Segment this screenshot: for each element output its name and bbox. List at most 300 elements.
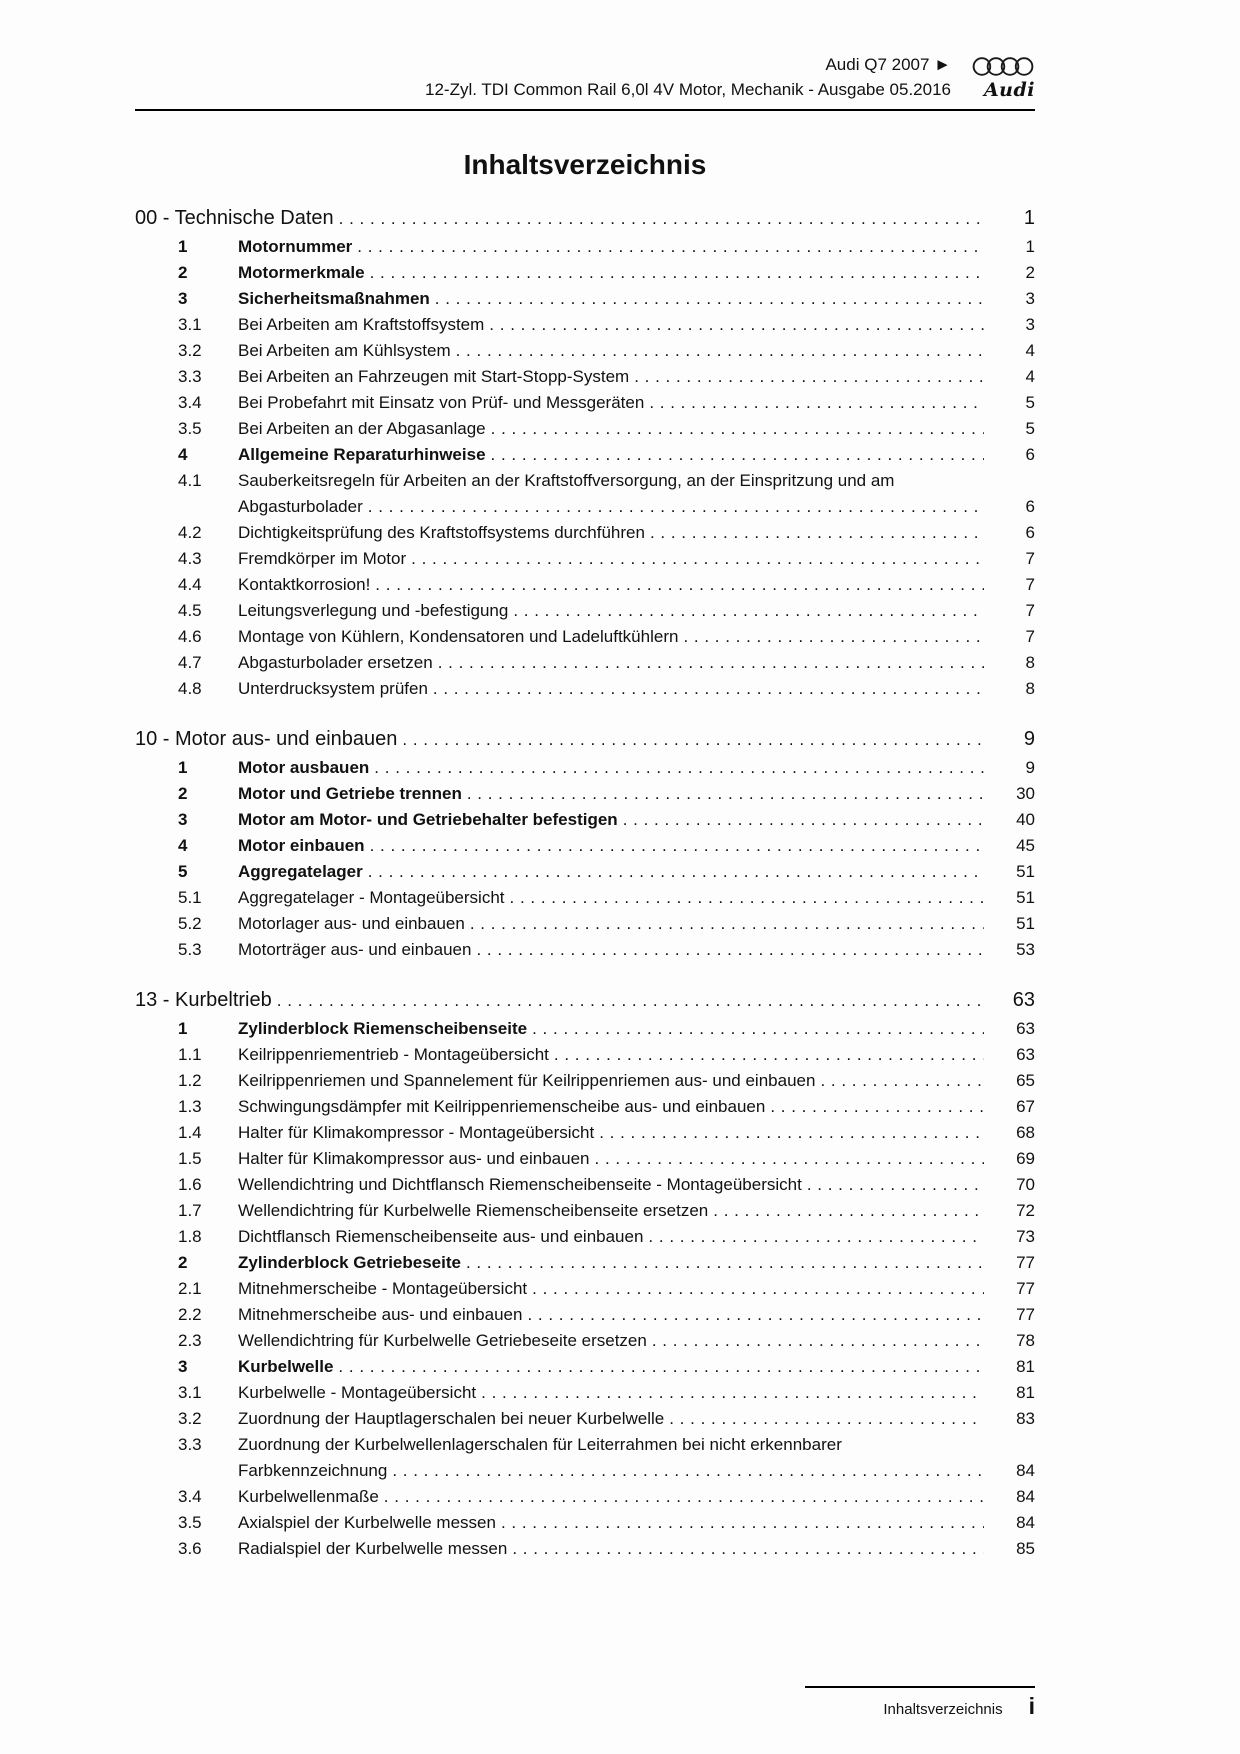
toc-item bbox=[135, 937, 1035, 963]
item-title: Leitungsverlegung und -befestigung bbox=[238, 601, 509, 620]
content-area bbox=[0, 149, 1240, 1562]
item-content bbox=[238, 650, 1035, 676]
toc-item bbox=[135, 781, 1035, 807]
item-content bbox=[238, 1042, 1035, 1068]
dot-leader bbox=[357, 234, 984, 260]
toc-item bbox=[135, 338, 1035, 364]
item-number: 2.2 bbox=[178, 1305, 202, 1324]
item-title: Halter für Klimakompressor - Montageübersicht bbox=[238, 1123, 595, 1142]
toc-item bbox=[135, 885, 1035, 911]
item-content bbox=[238, 1224, 1035, 1250]
item-page: 70 bbox=[1016, 1175, 1035, 1194]
dot-leader bbox=[554, 1042, 984, 1068]
item-number: 2 bbox=[178, 1253, 188, 1272]
item-page: 6 bbox=[1025, 445, 1035, 464]
section-row bbox=[135, 203, 1035, 234]
toc bbox=[135, 203, 1035, 1562]
item-content bbox=[238, 1250, 1035, 1276]
item-number: 3.2 bbox=[178, 341, 202, 360]
item-main-line bbox=[238, 1146, 1035, 1172]
toc-item bbox=[135, 859, 1035, 885]
item-content bbox=[238, 234, 1035, 260]
item-number: 3.4 bbox=[178, 393, 202, 412]
item-number: 5 bbox=[178, 862, 188, 881]
item-content bbox=[238, 1302, 1035, 1328]
item-content bbox=[238, 546, 1035, 572]
section-row bbox=[135, 985, 1035, 1016]
section-label: 00 - Technische Daten bbox=[135, 207, 334, 229]
toc-item bbox=[135, 1146, 1035, 1172]
item-title: Wellendichtring und Dichtflansch Riemenscheibenseite - Montageübersicht bbox=[238, 1175, 802, 1194]
item-title: Mitnehmerscheibe aus- und einbauen bbox=[238, 1305, 523, 1324]
item-main-line bbox=[238, 598, 1035, 624]
item-page: 6 bbox=[1025, 497, 1035, 516]
item-number: 1.2 bbox=[178, 1071, 202, 1090]
dot-leader bbox=[375, 572, 984, 598]
toc-item bbox=[135, 1432, 1035, 1484]
dot-leader bbox=[599, 1120, 984, 1146]
item-content bbox=[238, 1276, 1035, 1302]
item-number: 2 bbox=[178, 784, 188, 803]
item-page: 72 bbox=[1016, 1201, 1035, 1220]
dot-leader bbox=[374, 755, 984, 781]
item-number: 3.4 bbox=[178, 1487, 202, 1506]
item-number: 3.5 bbox=[178, 1513, 202, 1532]
item-page: 51 bbox=[1016, 914, 1035, 933]
item-title: Zuordnung der Hauptlagerschalen bei neuer Kurbelwelle bbox=[238, 1409, 665, 1428]
item-page: 53 bbox=[1016, 940, 1035, 959]
item-main-line bbox=[238, 234, 1035, 260]
item-content bbox=[238, 937, 1035, 963]
item-page: 9 bbox=[1025, 758, 1035, 777]
dot-leader bbox=[370, 260, 984, 286]
item-main-line bbox=[238, 1406, 1035, 1432]
item-main-line bbox=[238, 364, 1035, 390]
item-main-line bbox=[238, 1510, 1035, 1536]
item-content bbox=[238, 1536, 1035, 1562]
item-title: Axialspiel der Kurbelwelle messen bbox=[238, 1513, 496, 1532]
item-main-line bbox=[238, 885, 1035, 911]
item-title: Mitnehmerscheibe - Montageübersicht bbox=[238, 1279, 528, 1298]
item-main-line bbox=[238, 1380, 1035, 1406]
item-number: 5.3 bbox=[178, 940, 202, 959]
item-title: Zylinderblock Riemenscheibenseite bbox=[238, 1019, 528, 1038]
item-page: 5 bbox=[1025, 419, 1035, 438]
item-main-line bbox=[238, 911, 1035, 937]
item-page: 8 bbox=[1025, 679, 1035, 698]
item-title: Aggregatelager bbox=[238, 862, 363, 881]
item-content bbox=[238, 572, 1035, 598]
item-page: 77 bbox=[1016, 1305, 1035, 1324]
toc-item bbox=[135, 234, 1035, 260]
toc-item bbox=[135, 1016, 1035, 1042]
item-main-line bbox=[238, 520, 1035, 546]
item-page: 5 bbox=[1025, 393, 1035, 412]
toc-item bbox=[135, 807, 1035, 833]
toc-item bbox=[135, 1510, 1035, 1536]
toc-item bbox=[135, 442, 1035, 468]
item-page: 63 bbox=[1016, 1019, 1035, 1038]
item-content bbox=[238, 312, 1035, 338]
item-main-line bbox=[238, 1276, 1035, 1302]
item-title: Wellendichtring für Kurbelwelle Getriebeseite ersetzen bbox=[238, 1331, 647, 1350]
item-content bbox=[238, 416, 1035, 442]
toc-item bbox=[135, 1172, 1035, 1198]
item-main-line bbox=[238, 1094, 1035, 1120]
item-content bbox=[238, 911, 1035, 937]
item-number: 4.3 bbox=[178, 549, 202, 568]
item-content bbox=[238, 286, 1035, 312]
item-content bbox=[238, 1510, 1035, 1536]
toc-item bbox=[135, 1406, 1035, 1432]
dot-leader bbox=[411, 546, 984, 572]
item-page: 77 bbox=[1016, 1253, 1035, 1272]
item-page: 7 bbox=[1025, 601, 1035, 620]
item-content bbox=[238, 1146, 1035, 1172]
item-main-line bbox=[238, 1536, 1035, 1562]
page-footer bbox=[805, 1686, 1035, 1720]
item-title: Abgasturbolader bbox=[238, 497, 363, 516]
item-main-line bbox=[238, 624, 1035, 650]
item-title: Farbkennzeichnung bbox=[238, 1461, 388, 1480]
section-page: 1 bbox=[1023, 207, 1035, 229]
item-title: Kontaktkorrosion! bbox=[238, 575, 371, 594]
toc-item bbox=[135, 1354, 1035, 1380]
item-title: Motor am Motor- und Getriebehalter befestigen bbox=[238, 810, 618, 829]
item-page: 63 bbox=[1016, 1045, 1035, 1064]
item-content bbox=[238, 468, 1035, 520]
page-title: Inhaltsverzeichnis bbox=[463, 149, 707, 180]
dot-leader bbox=[368, 859, 984, 885]
item-main-line bbox=[238, 1224, 1035, 1250]
item-main-line bbox=[238, 338, 1035, 364]
dot-leader bbox=[713, 1198, 984, 1224]
item-title: Fremdkörper im Motor bbox=[238, 549, 407, 568]
item-page: 51 bbox=[1016, 862, 1035, 881]
dot-leader bbox=[476, 937, 984, 963]
item-main-line bbox=[238, 442, 1035, 468]
item-content bbox=[238, 1068, 1035, 1094]
item-content bbox=[238, 1380, 1035, 1406]
item-number: 3.1 bbox=[178, 1383, 202, 1402]
toc-item bbox=[135, 286, 1035, 312]
dot-leader bbox=[433, 676, 984, 702]
item-main-line bbox=[238, 807, 1035, 833]
toc-item bbox=[135, 312, 1035, 338]
item-main-line bbox=[238, 833, 1035, 859]
item-number: 4.7 bbox=[178, 653, 202, 672]
item-title: Motor einbauen bbox=[238, 836, 365, 855]
dot-leader bbox=[489, 312, 984, 338]
toc-item bbox=[135, 624, 1035, 650]
dot-leader bbox=[467, 781, 984, 807]
item-number: 1.3 bbox=[178, 1097, 202, 1116]
item-content bbox=[238, 1432, 1035, 1484]
item-content bbox=[238, 807, 1035, 833]
item-content bbox=[238, 624, 1035, 650]
item-number: 4.5 bbox=[178, 601, 202, 620]
item-number: 1.8 bbox=[178, 1227, 202, 1246]
item-title: Kurbelwelle bbox=[238, 1357, 334, 1376]
item-page: 84 bbox=[1016, 1461, 1035, 1480]
audi-rings-icon bbox=[971, 55, 1035, 78]
item-number: 5.1 bbox=[178, 888, 202, 907]
item-number: 1 bbox=[178, 758, 188, 777]
item-page: 40 bbox=[1016, 810, 1035, 829]
item-page: 7 bbox=[1025, 549, 1035, 568]
dot-leader bbox=[277, 986, 984, 1016]
toc-item bbox=[135, 598, 1035, 624]
toc-item bbox=[135, 1120, 1035, 1146]
item-content bbox=[238, 260, 1035, 286]
dot-leader bbox=[456, 338, 984, 364]
toc-item bbox=[135, 1328, 1035, 1354]
item-page: 69 bbox=[1016, 1149, 1035, 1168]
item-content bbox=[238, 1406, 1035, 1432]
item-number: 1.5 bbox=[178, 1149, 202, 1168]
dot-leader bbox=[339, 204, 984, 234]
item-page: 51 bbox=[1016, 888, 1035, 907]
dot-leader bbox=[649, 390, 984, 416]
item-number: 4 bbox=[178, 836, 188, 855]
item-content bbox=[238, 859, 1035, 885]
dot-leader bbox=[370, 833, 984, 859]
audi-logo bbox=[969, 52, 1035, 102]
item-content bbox=[238, 1354, 1035, 1380]
item-title: Zylinderblock Getriebeseite bbox=[238, 1253, 461, 1272]
dot-leader bbox=[652, 1328, 984, 1354]
item-main-line bbox=[238, 1068, 1035, 1094]
toc-item bbox=[135, 390, 1035, 416]
item-title: Schwingungsdämpfer mit Keilrippenriemenscheibe aus- und einbauen bbox=[238, 1097, 766, 1116]
item-page: 4 bbox=[1025, 341, 1035, 360]
audi-wordmark: Audi bbox=[983, 79, 1035, 101]
item-page: 81 bbox=[1016, 1383, 1035, 1402]
toc-item bbox=[135, 1250, 1035, 1276]
item-title: Sicherheitsmaßnahmen bbox=[238, 289, 430, 308]
item-page: 85 bbox=[1016, 1539, 1035, 1558]
dot-leader bbox=[513, 598, 984, 624]
item-title-line: Zuordnung der Kurbelwellenlagerschalen für Leiterrahmen bei nicht erkennbarer bbox=[238, 1435, 842, 1454]
toc-item bbox=[135, 1302, 1035, 1328]
dot-leader bbox=[402, 725, 984, 755]
item-content bbox=[238, 755, 1035, 781]
toc-item bbox=[135, 911, 1035, 937]
dot-leader bbox=[683, 624, 984, 650]
item-number: 1.6 bbox=[178, 1175, 202, 1194]
toc-item bbox=[135, 416, 1035, 442]
item-number: 3.3 bbox=[178, 367, 202, 386]
item-title: Bei Arbeiten an der Abgasanlage bbox=[238, 419, 486, 438]
dot-leader bbox=[650, 520, 984, 546]
item-number: 3 bbox=[178, 1357, 188, 1376]
item-number: 4.8 bbox=[178, 679, 202, 698]
toc-item bbox=[135, 572, 1035, 598]
footer-page-number: i bbox=[1028, 1693, 1035, 1719]
dot-leader bbox=[527, 1302, 984, 1328]
item-page: 4 bbox=[1025, 367, 1035, 386]
section-page: 9 bbox=[1023, 728, 1035, 750]
dot-leader bbox=[338, 1354, 984, 1380]
header-subtitle: 12-Zyl. TDI Common Rail 6,0l 4V Motor, Mechanik - Ausgabe 05.2016 bbox=[425, 80, 951, 99]
item-content bbox=[238, 1484, 1035, 1510]
header-model-line: Audi Q7 2007 ► bbox=[825, 55, 951, 74]
dot-leader bbox=[466, 1250, 984, 1276]
item-main-line bbox=[238, 390, 1035, 416]
item-page: 3 bbox=[1025, 315, 1035, 334]
dot-leader bbox=[623, 807, 984, 833]
dot-leader bbox=[532, 1276, 984, 1302]
toc-item bbox=[135, 520, 1035, 546]
item-main-line bbox=[238, 494, 1035, 520]
dot-leader bbox=[770, 1094, 984, 1120]
item-main-line bbox=[238, 1458, 1035, 1484]
item-main-line bbox=[238, 416, 1035, 442]
item-number: 4.6 bbox=[178, 627, 202, 646]
item-main-line bbox=[238, 286, 1035, 312]
item-page: 73 bbox=[1016, 1227, 1035, 1246]
toc-item bbox=[135, 260, 1035, 286]
toc-item bbox=[135, 676, 1035, 702]
item-page: 78 bbox=[1016, 1331, 1035, 1350]
toc-item bbox=[135, 468, 1035, 520]
item-number: 1 bbox=[178, 1019, 188, 1038]
item-number: 2.1 bbox=[178, 1279, 202, 1298]
toc-item bbox=[135, 1042, 1035, 1068]
item-title: Bei Probefahrt mit Einsatz von Prüf- und Messgeräten bbox=[238, 393, 645, 412]
dot-leader bbox=[501, 1510, 984, 1536]
item-number: 4.4 bbox=[178, 575, 202, 594]
dot-leader bbox=[595, 1146, 984, 1172]
item-title: Motornummer bbox=[238, 237, 353, 256]
dot-leader bbox=[438, 650, 984, 676]
toc-item bbox=[135, 1094, 1035, 1120]
item-page: 3 bbox=[1025, 289, 1035, 308]
item-main-line bbox=[238, 1354, 1035, 1380]
item-number: 3 bbox=[178, 810, 188, 829]
item-main-line bbox=[238, 781, 1035, 807]
item-number: 2 bbox=[178, 263, 188, 282]
item-title-line: Sauberkeitsregeln für Arbeiten an der Kraftstoffversorgung, an der Einspritzung und am bbox=[238, 471, 895, 490]
item-title: Unterdrucksystem prüfen bbox=[238, 679, 428, 698]
item-number: 3.6 bbox=[178, 1539, 202, 1558]
item-content bbox=[238, 1328, 1035, 1354]
item-number: 5.2 bbox=[178, 914, 202, 933]
item-title: Motor und Getriebe trennen bbox=[238, 784, 462, 803]
item-main-line bbox=[238, 1172, 1035, 1198]
item-content bbox=[238, 364, 1035, 390]
toc-item bbox=[135, 1484, 1035, 1510]
item-content bbox=[238, 1172, 1035, 1198]
item-page: 6 bbox=[1025, 523, 1035, 542]
item-title: Wellendichtring für Kurbelwelle Riemenscheibenseite ersetzen bbox=[238, 1201, 709, 1220]
item-title: Bei Arbeiten an Fahrzeugen mit Start-Stopp-System bbox=[238, 367, 630, 386]
item-page: 67 bbox=[1016, 1097, 1035, 1116]
item-main-line bbox=[238, 546, 1035, 572]
item-main-line bbox=[238, 1484, 1035, 1510]
item-title: Motor ausbauen bbox=[238, 758, 370, 777]
dot-leader bbox=[669, 1406, 984, 1432]
item-content bbox=[238, 885, 1035, 911]
item-main-line bbox=[238, 1328, 1035, 1354]
dot-leader bbox=[648, 1224, 984, 1250]
item-content bbox=[238, 1094, 1035, 1120]
item-content bbox=[238, 781, 1035, 807]
item-page: 83 bbox=[1016, 1409, 1035, 1428]
dot-leader bbox=[384, 1484, 984, 1510]
item-content bbox=[238, 520, 1035, 546]
item-number: 3 bbox=[178, 289, 188, 308]
item-page: 65 bbox=[1016, 1071, 1035, 1090]
item-title: Dichtigkeitsprüfung des Kraftstoffsystems durchführen bbox=[238, 523, 645, 542]
section-label: 10 - Motor aus- und einbauen bbox=[135, 728, 398, 750]
dot-leader bbox=[481, 1380, 984, 1406]
item-main-line bbox=[238, 937, 1035, 963]
item-content bbox=[238, 598, 1035, 624]
dot-leader bbox=[634, 364, 984, 390]
item-main-line bbox=[238, 1198, 1035, 1224]
item-title: Motorlager aus- und einbauen bbox=[238, 914, 465, 933]
item-number: 3.3 bbox=[178, 1435, 202, 1454]
item-content bbox=[238, 338, 1035, 364]
item-main-line bbox=[238, 572, 1035, 598]
item-number: 3.2 bbox=[178, 1409, 202, 1428]
section-row bbox=[135, 724, 1035, 755]
dot-leader bbox=[807, 1172, 984, 1198]
item-page: 8 bbox=[1025, 653, 1035, 672]
dot-leader bbox=[491, 442, 984, 468]
toc-item bbox=[135, 1198, 1035, 1224]
dot-leader bbox=[491, 416, 984, 442]
item-page: 84 bbox=[1016, 1513, 1035, 1532]
item-page: 7 bbox=[1025, 575, 1035, 594]
item-title: Allgemeine Reparaturhinweise bbox=[238, 445, 486, 464]
toc-item bbox=[135, 755, 1035, 781]
item-main-line bbox=[238, 312, 1035, 338]
item-number: 4 bbox=[178, 445, 188, 464]
dot-leader bbox=[435, 286, 984, 312]
dot-leader bbox=[532, 1016, 984, 1042]
item-page: 68 bbox=[1016, 1123, 1035, 1142]
item-page: 84 bbox=[1016, 1487, 1035, 1506]
item-main-line bbox=[238, 1302, 1035, 1328]
section-label: 13 - Kurbeltrieb bbox=[135, 989, 272, 1011]
item-page: 81 bbox=[1016, 1357, 1035, 1376]
item-main-line bbox=[238, 650, 1035, 676]
item-content bbox=[238, 1198, 1035, 1224]
item-title: Keilrippenriemen und Spannelement für Keilrippenriemen aus- und einbauen bbox=[238, 1071, 816, 1090]
dot-leader bbox=[510, 885, 985, 911]
item-title: Dichtflansch Riemenscheibenseite aus- und einbauen bbox=[238, 1227, 644, 1246]
item-number: 1.7 bbox=[178, 1201, 202, 1220]
item-number: 2.3 bbox=[178, 1331, 202, 1350]
toc-item bbox=[135, 1068, 1035, 1094]
item-page: 2 bbox=[1025, 263, 1035, 282]
toc-item bbox=[135, 1536, 1035, 1562]
dot-leader bbox=[470, 911, 984, 937]
item-content bbox=[238, 1120, 1035, 1146]
item-title: Kurbelwellenmaße bbox=[238, 1487, 379, 1506]
item-page: 1 bbox=[1025, 237, 1035, 256]
section-page: 63 bbox=[1012, 989, 1035, 1011]
toc-item bbox=[135, 833, 1035, 859]
item-page: 30 bbox=[1016, 784, 1035, 803]
item-number: 4.2 bbox=[178, 523, 202, 542]
dot-leader bbox=[820, 1068, 984, 1094]
header-text bbox=[135, 52, 969, 102]
item-main-line bbox=[238, 755, 1035, 781]
header-rule bbox=[135, 109, 1035, 111]
